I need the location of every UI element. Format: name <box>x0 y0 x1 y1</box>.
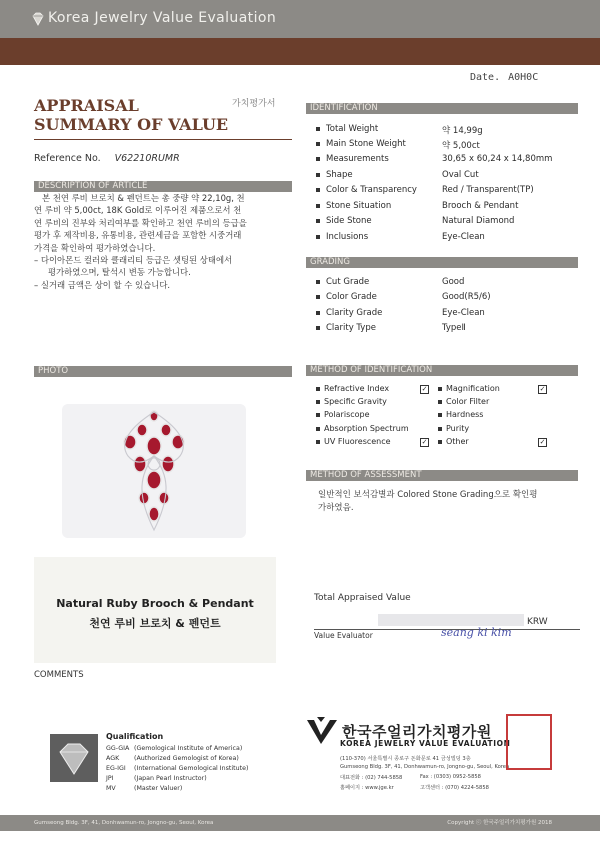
evaluator-signature: seang ki kim <box>441 626 512 639</box>
section-photo: PHOTO <box>34 366 292 377</box>
contact-fax: Fax : (0303) 0952-5858 <box>420 774 481 780</box>
qualification-item: AGK (Authorized Gemologist of Korea) <box>106 755 239 762</box>
section-description: DESCRIPTION OF ARTICLE <box>34 181 292 192</box>
qualification-title: Qualification <box>106 732 164 741</box>
description-line: 가격을 확인하여 평가하였습니다. <box>34 242 156 253</box>
contact-tel: 대표전화 : (02) 744-5858 <box>340 775 403 781</box>
checkbox-checked: ✓ <box>539 385 546 393</box>
contact-customer: 고객센터 : (070) 4224-5858 <box>420 785 489 791</box>
evaluator-label: Value Evaluator <box>314 631 373 640</box>
product-name-en: Natural Ruby Brooch & Pendant <box>56 597 254 610</box>
qualification-item: JPI (Japan Pearl Instructor) <box>106 775 207 782</box>
product-name-panel <box>34 557 276 663</box>
currency-label: KRW <box>527 617 548 627</box>
section-identification: IDENTIFICATION <box>306 103 578 114</box>
assessment-text <box>318 489 580 515</box>
title-divider <box>34 139 292 140</box>
description-line: – 실거래 금액은 상이 할 수 있습니다. <box>34 279 171 290</box>
diamond-badge-icon <box>50 734 98 782</box>
report-title-kr: 가치평가서 <box>232 99 276 109</box>
address-en: Gumseong Bldg. 3F, 41, Donhwamun-ro, Jongno-gu, Seoul, Korea <box>340 764 510 770</box>
product-photo <box>62 404 246 538</box>
description-text <box>34 192 292 291</box>
organization-name-en: KOREA JEWELRY VALUE EVALUATION <box>340 739 511 748</box>
reference-number <box>34 153 180 164</box>
reference-label: Reference No. <box>34 153 101 164</box>
qualification-badge <box>50 734 98 782</box>
header-title: Korea Jewelry Value Evaluation <box>48 10 277 26</box>
description-line: 연 루비 약 5,00ct, 18K Gold로 이루어진 제품으로서 천 <box>34 205 242 216</box>
assessment-line: 일반적인 보석감별과 Colored Stone Grading으로 확인평 <box>318 490 538 500</box>
assessment-line: 가하였음. <box>318 503 354 513</box>
contact-homepage: 홈페이지 : www.jge.kr <box>340 785 394 791</box>
organization-name-kr: 한국주얼리가치평가원 <box>342 723 492 741</box>
total-value-label: Total Appraised Value <box>314 593 411 603</box>
date-value: A0H0C <box>508 72 539 83</box>
footer-bar <box>0 815 600 831</box>
footer-address: Gumseong Bldg. 3F, 41, Donhwamun-ro, Jongno-gu, Seoul, Korea <box>34 820 214 826</box>
date-label: Date. <box>470 72 501 83</box>
section-grading: GRADING <box>306 257 578 268</box>
section-method-assessment: METHOD OF ASSESSMENT <box>306 470 578 481</box>
description-line: – 다이아몬드 컬러와 클래리티 등급은 셋팅된 상태에서 <box>34 255 233 266</box>
footer-copyright: Copyright ⓒ 한국주얼리가치평가원 2018 <box>447 820 552 826</box>
checkbox-checked: ✓ <box>421 385 428 393</box>
product-name-kr: 천연 루비 브로치 & 펜던트 <box>89 617 221 630</box>
total-value-redacted <box>378 614 524 626</box>
description-line: 본 천연 루비 브로치 & 펜던트는 총 중량 약 22,10g, 천 <box>42 193 245 203</box>
header-bar <box>0 0 600 38</box>
reference-value: V62210RUMR <box>114 153 180 164</box>
description-line: 연 루비의 진부와 처리여부를 확인하고 천연 루비의 등급을 <box>34 217 247 228</box>
brooch-image <box>62 404 246 538</box>
report-title-line1: APPRAISAL <box>34 96 139 115</box>
qualification-item: EG-IGI (International Gemological Institute) <box>106 765 249 772</box>
section-method-identification: METHOD OF IDENTIFICATION <box>306 365 578 376</box>
organization-logo-icon <box>305 716 339 746</box>
description-line: 평가하였으며, 탈석시 변동 가능합니다. <box>48 267 191 278</box>
diamond-logo-icon <box>30 11 46 27</box>
report-title-line2: SUMMARY OF VALUE <box>34 115 229 134</box>
comments-label: COMMENTS <box>34 670 84 680</box>
address-kr: (110-370) 서울특별시 종로구 돈화문로 41 금성빌딩 3층 <box>340 756 471 762</box>
description-line: 평가 후 제작비용, 유통비용, 관련세금을 포함한 시중거래 <box>34 230 242 241</box>
report-title <box>34 96 228 134</box>
checkbox-checked: ✓ <box>421 438 428 446</box>
qualification-item: GG-GIA (Gemological Institute of America) <box>106 745 243 752</box>
official-seal <box>506 714 552 770</box>
qualification-item: MV (Master Valuer) <box>106 785 183 792</box>
brown-band <box>0 38 600 65</box>
date-field <box>470 72 538 83</box>
checkbox-checked: ✓ <box>539 438 546 446</box>
